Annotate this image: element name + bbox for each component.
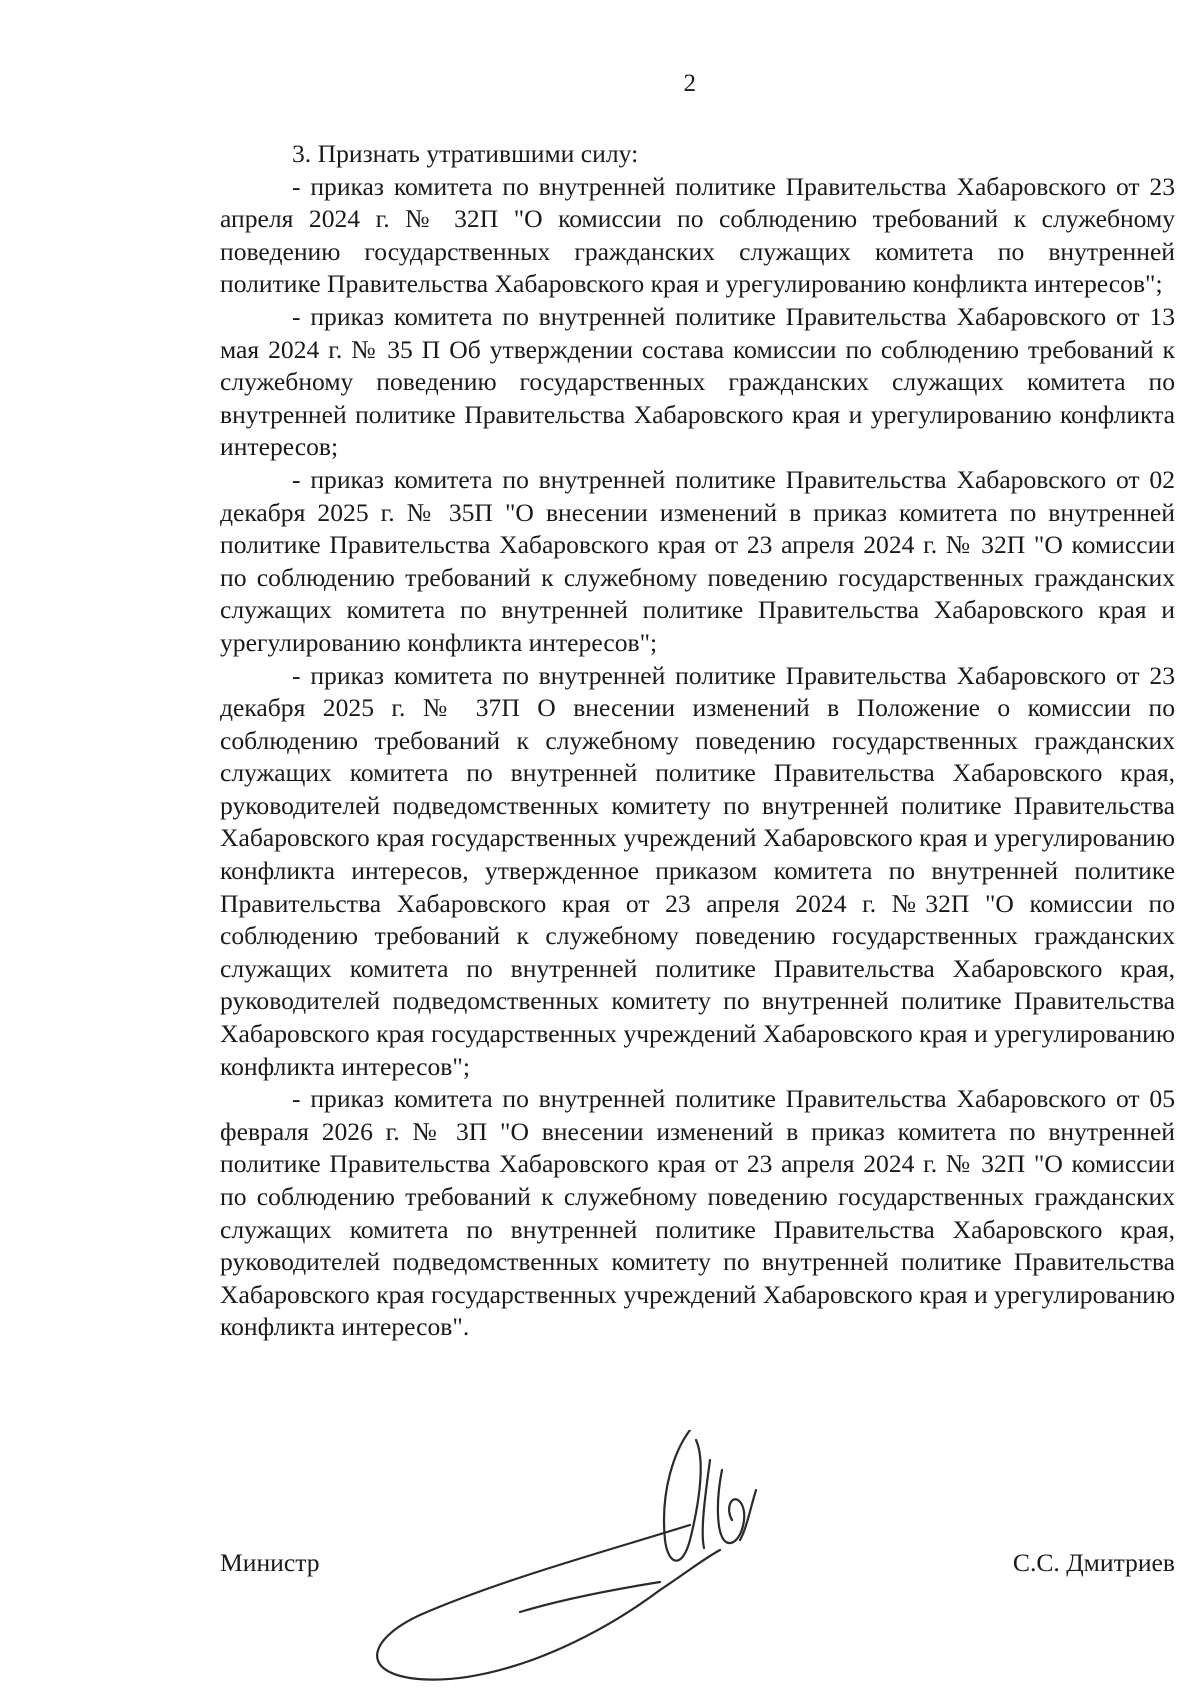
signer-role: Министр <box>220 1548 320 1577</box>
signer-name: С.С. Дмитриев <box>1012 1548 1175 1577</box>
list-item: - приказ комитета по внутренней политике Правительства Хабаровского от 02 декабря 2025 г. № 35П "О внесении изменений в приказ комитета по внутренней политике Правительства Хабаровского края от 23 апреля 2024 г. № 32П "О комиссии по соблюдению требований к служебному поведению государственных гражданских служащих комитета по внутренней политике Правительства Хабаровского края и урегулированию конфликта интересов"; <box>220 464 1175 657</box>
list-item: - приказ комитета по внутренней политике Правительства Хабаровского от 23 апреля 2024 г. № 32П "О комиссии по соблюдению требований к служебному поведению государственных гражданских служащих комитета по внутренней политике Правительства Хабаровского края и урегулированию конфликта интересов"; <box>220 171 1175 299</box>
list-item: - приказ комитета по внутренней политике Правительства Хабаровского от 23 декабря 2025 г. № 37П О внесении изменений в Положение о комиссии по соблюдению требований к служебному поведению государственных гражданских служащих комитета по внутренней политике Правительства Хабаровского края, руководителей подведомственных комитету по внутренней политике Правительства Хабаровского края государственных учреждений Хабаровского края и урегулированию конфликта интересов, утвержденное приказом комитета по внутренней политике Правительства Хабаровского края от 23 апреля 2024 г. №32П "О комиссии по соблюдению требований к служебному поведению государственных гражданских служащих комитета по внутренней политике Правительства Хабаровского края, руководителей подведомственных комитету по внутренней политике Правительства Хабаровского края государственных учреждений Хабаровского края и урегулированию конфликта интересов"; <box>220 660 1175 1081</box>
page-number: 2 <box>683 70 697 97</box>
document-body <box>220 138 1175 1344</box>
list-item: - приказ комитета по внутренней политике Правительства Хабаровского от 13 мая 2024 г. № 35 П Об утверждении состава комиссии по соблюдению требований к служебному поведению государственных гражданских служащих комитета по внутренней политике Правительства Хабаровского края и урегулированию конфликта интересов; <box>220 301 1175 462</box>
section-heading: 3. Признать утратившими силу: <box>292 139 639 168</box>
signature-block <box>220 1548 1175 1588</box>
list-item: - приказ комитета по внутренней политике Правительства Хабаровского от 05 февраля 2026 г. № 3П "О внесении изменений в приказ комитета по внутренней политике Правительства Хабаровского края от 23 апреля 2024 г. № 32П "О комиссии по соблюдению требований к служебному поведению государственных гражданских служащих комитета по внутренней политике Правительства Хабаровского края, руководителей подведомственных комитету по внутренней политике Правительства Хабаровского края государственных учреждений Хабаровского края и урегулированию конфликта интересов". <box>220 1084 1175 1342</box>
